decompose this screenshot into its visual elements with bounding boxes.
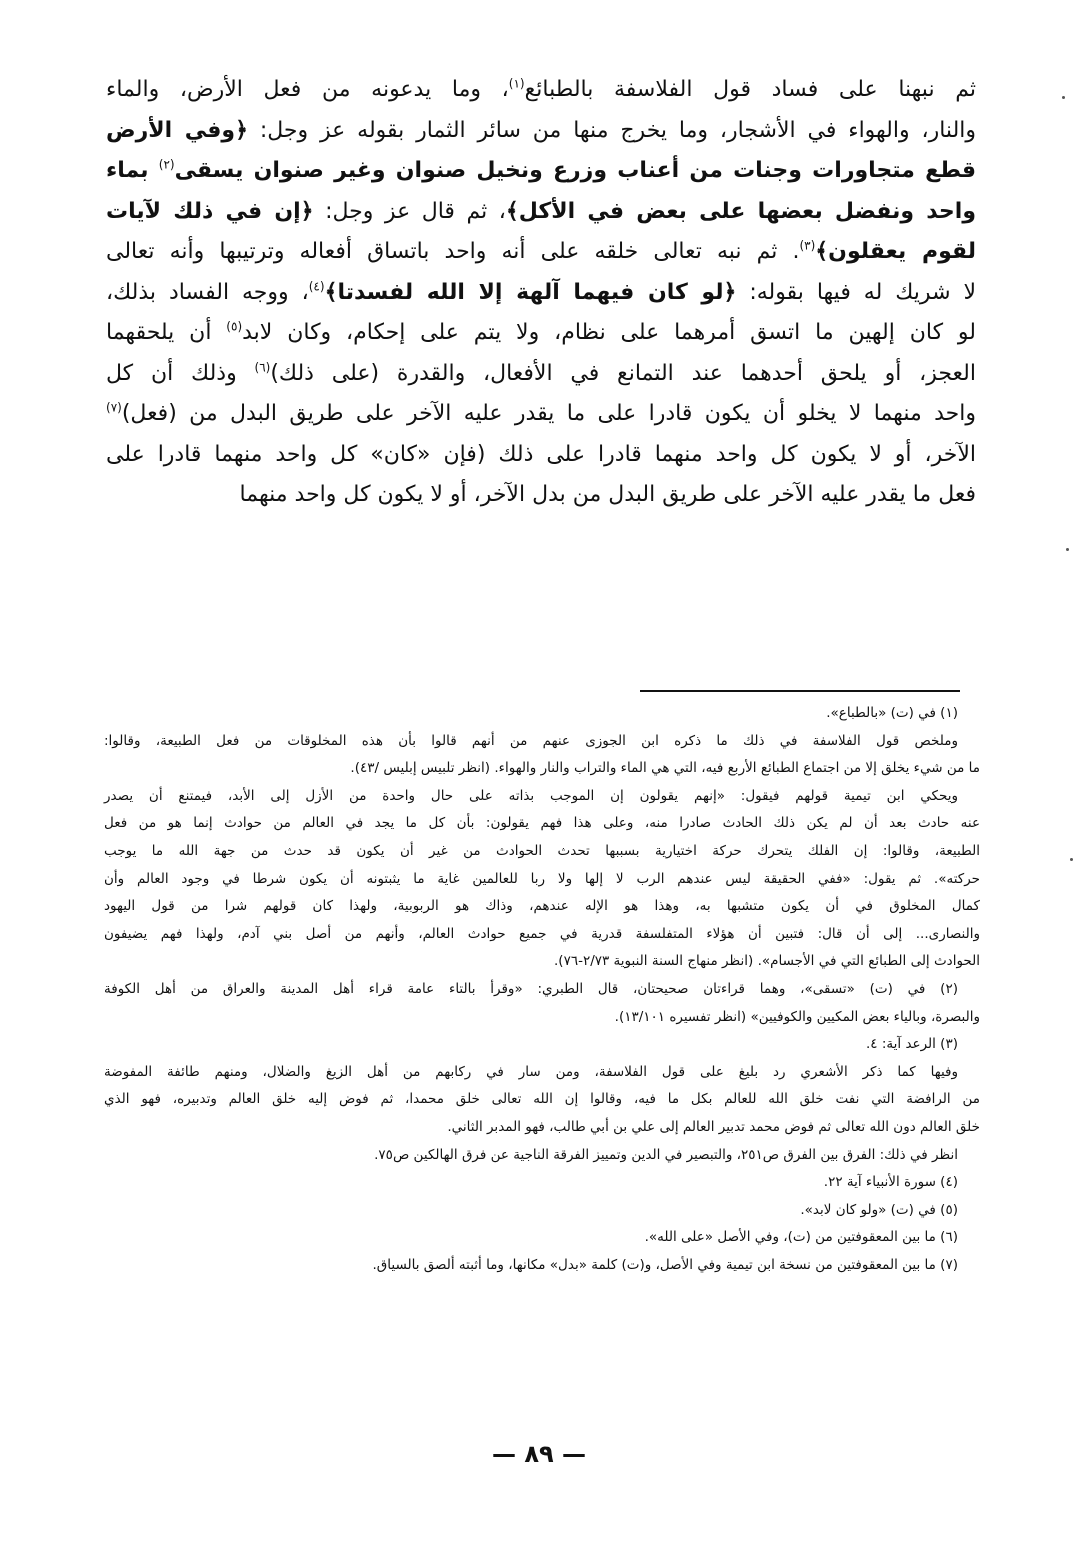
quran-quote: قطع متجاورات وجنات من أعناب وزرع ونخيل صنوان وغير صنوان يسقى	[174, 158, 976, 183]
text-segment: أن يلحقهما	[106, 320, 227, 345]
scan-speck	[1066, 548, 1069, 551]
footnote-line: (٦) ما بين المعقوفتين من (ت)، وفي الأصل «على الله».	[644, 1229, 958, 1246]
footnote-line: (٣) الرعد آية: ٤.	[866, 1036, 958, 1053]
footnote-line: (٢) في (ت) «تسقى»، وهما قراءتان صحيحتان، قال الطبري: «وقرأ بالتاء عامة قراء أهل المدينة والعراق من أهل الكوفة	[104, 980, 958, 997]
text-segment: لا شريك له فيها بقوله:	[736, 279, 977, 305]
main-text	[106, 70, 976, 516]
scan-speck	[1070, 858, 1073, 861]
footnote-line: (٥) في (ت) «ولو كان لابد».	[800, 1201, 958, 1218]
footnote-separator	[640, 690, 960, 692]
quran-quote: ﴿إن في ذلك لآيات	[106, 198, 314, 224]
text-line	[106, 232, 976, 273]
quran-quote: ﴿وفي الأرض	[106, 117, 248, 143]
footnote-ref: (٣)	[799, 238, 816, 253]
text-segment: ، وما يدعونه من فعل الأرض، والماء	[106, 77, 509, 102]
footnote-line: الحوادث إلى الطبائع التي في الأجسام». (انظر منهاج السنة النبوية ٢/٧٣-٧٦).	[554, 953, 980, 970]
footnote-line: حركته». ثم يقول: «ففي الحقيقة ليس عندهم الرب لا إلها ولا ربا للعالمين غاية ما يثبتونه أن يكون شرطا في وجود العالم وأن	[104, 870, 980, 887]
footnote-line: والنصارى... إلى أن قال: فتبين أن هؤلاء المتفلسفة قدرية في جميع حوادث العالم، وأنهم من أصل بني آدم، ولهذا فهم يضيفون	[104, 925, 980, 942]
text-line	[106, 192, 976, 233]
text-line	[106, 394, 976, 435]
footnote-ref: (٥)	[226, 319, 243, 334]
footnote-line: (٤) سورة الأنبياء آية ٢٢.	[823, 1174, 958, 1191]
footnote-line: الطبيعة، وقالوا: إن الفلك يتحرك حركة اختيارية بسببها تحدث الحوادث من غير أن يكون قد حدث من جهة الله ما يوجب	[104, 842, 980, 859]
footnote-line: (١) في (ت) «بالطباع».	[826, 705, 958, 721]
text-segment: ، ووجه الفساد بذلك،	[106, 279, 309, 305]
text-segment: ، ثم قال عز وجل:	[313, 198, 506, 224]
footnote-ref: (٦)	[254, 360, 271, 375]
footnote-line: انظر في ذلك: الفرق بين الفرق ص٢٥١، والتبصير في الدين وتمييز الفرقة الناجية عن فرق الهالكين ص٧٥.	[374, 1146, 958, 1163]
quran-quote: بماء	[106, 158, 159, 183]
footnote-ref: (٤)	[308, 279, 325, 294]
text-segment: فعل ما يقدر عليه الآخر على طريق البدل من بدل الآخر، أو لا يكون كل واحد منهما	[239, 482, 976, 507]
footnote-ref: (٧)	[106, 400, 122, 415]
footnote-line: والبصرة، وبالياء بعض المكيين والكوفيين» (انظر تفسيره ١٣/١٠١).	[614, 1008, 980, 1025]
text-segment: الآخر، أو لا يكون كل واحد منهما قادرا على ذلك (فإن «كان» كل واحد منهما قادرا على	[106, 441, 976, 467]
text-line	[106, 313, 976, 354]
footnote-line: كمال المخلوق في أن يكون متشبها به، وهذا هو الإله عندهم، وذاك هو الربوبية، ولهذا كان قولهم شرا من قول اليهود	[104, 898, 980, 915]
text-segment: العجز، أو يلحق أحدهما عند التمانع في الأفعال، والقدرة (على ذلك)	[270, 360, 976, 386]
text-segment: واحد منهما لا يخلو أن يكون قادرا على ما يقدر عليه الآخر على طريق البدل من (فعل)	[121, 401, 976, 426]
text-line	[106, 273, 976, 314]
footnote-line: خلق العالم دون الله تعالى ثم فوض محمد تدبير العالم إلى علي بن أبي طالب، فهو المدبر الثاني.	[447, 1118, 980, 1135]
text-line	[106, 435, 976, 476]
footnote-ref: (١)	[508, 76, 525, 91]
footnote-line: من الرافضة التي نفت خلق الله للعالم بكل ما فيه، وقالوا إن الله تعالى خلق محمدا، ثم فوض إليه خلق العالم وتدبيره، فهو الذي	[104, 1091, 980, 1108]
footnote-line: (٧) ما بين المعقوفتين من نسخة ابن تيمية وفي الأصل، و(ت) كلمة «بدل» مكانها، وما أثبته ألصق بالسياق.	[372, 1256, 958, 1273]
text-line	[106, 354, 976, 395]
text-line	[106, 70, 976, 111]
text-segment: والنار، والهواء في الأشجار، وما يخرج منها من سائر الثمار بقوله عز وجل:	[247, 117, 977, 143]
quran-quote: ﴿لو كان فيهما آلهة إلا الله لفسدتا﴾	[324, 279, 737, 305]
footnotes	[104, 700, 980, 1279]
footnote-line: عنه حادث بعد أن لم يكن ذلك الحادث صادرا منه، وعلى هذا فهم يقولون: بأن كل ما يجد في العالم من حوادث إنما هو من فعل	[104, 815, 980, 832]
text-line	[106, 475, 976, 516]
text-line	[106, 111, 976, 152]
footnote-line: ما من شيء يخلق إلا من اجتماع الطبائع الأربع فيه، التي هي الماء والتراب والنار والهواء. (انظر تلبيس إبليس /٤٣).	[350, 760, 980, 777]
scan-speck	[1062, 96, 1065, 99]
footnote-line: ويحكي ابن تيمية قولهم فيقول: «إنهم يقولون إن الموجب بذاته على حال واحدة من الأزل إلى الأبد، فيمتنع أن يصدر	[104, 787, 958, 804]
footnote-ref: (٢)	[158, 157, 175, 172]
text-segment: . ثم نبه تعالى خلقه على أنه واحد باتساق أفعاله وترتيبها وأنه تعالى	[106, 239, 800, 264]
text-line	[106, 151, 976, 192]
quran-quote: لقوم يعقلون﴾	[815, 239, 977, 264]
footnote-line: وملخص قول الفلاسفة في ذلك ما ذكره ابن الجوزى عنهم من أنهم قالوا بأن هذه المخلوقات من فعل الطبيعة، وقالوا:	[104, 732, 958, 749]
text-segment: ثم نبهنا على فساد قول الفلاسفة بالطبائع	[524, 77, 976, 102]
quran-quote: واحد ونفضل بعضها على بعض في الأكل﴾	[505, 198, 976, 224]
page-number: — ٨٩ —	[491, 1440, 586, 1468]
text-segment: لو كان إلهين ما اتسق أمرهما على نظام، ولا يتم على إحكام، وكان لابد	[242, 320, 976, 345]
footnote-line: وفيها كما ذكر الأشعري رد بليغ على قول الفلاسفة، ومن سار في ركابهم من أهل الزيغ والضلال، ومنهم طائفة المفوضة	[104, 1063, 958, 1080]
text-segment: وذلك أن كل	[106, 360, 255, 386]
